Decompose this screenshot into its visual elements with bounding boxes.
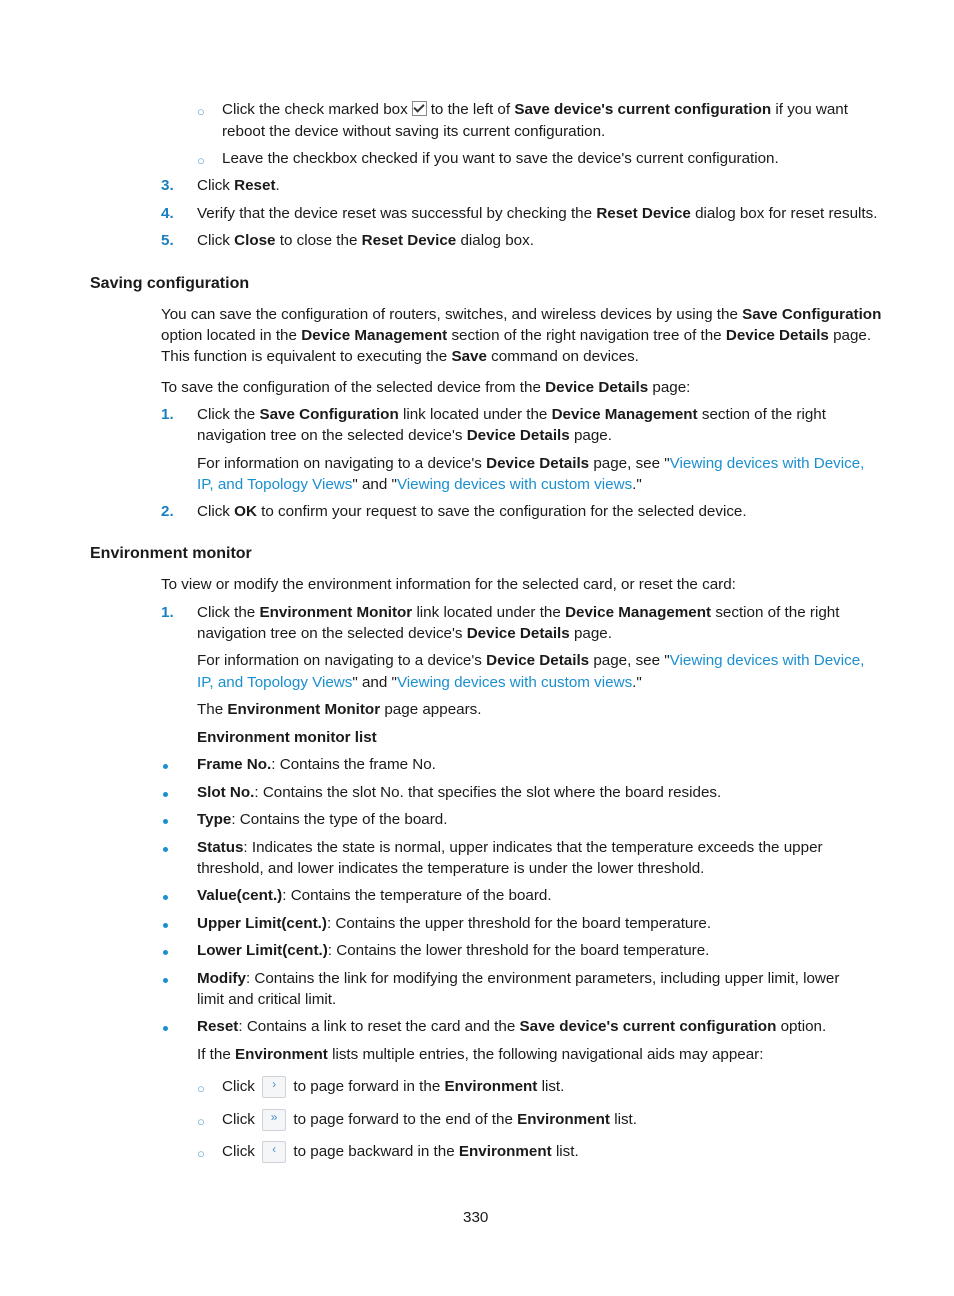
bullet-dot	[163, 923, 168, 928]
link-viewing-devices-custom-views[interactable]: Viewing devices with custom views	[396, 674, 633, 691]
bullet-dot	[163, 764, 168, 769]
saving-info-line1: For information on navigating to a device's Device Details page, see "Viewing devices with Device,	[197, 455, 865, 472]
saving-step-1: Click the Save Configuration link located under the Device Management section of the right	[197, 406, 826, 423]
step-4: Verify that the device reset was successful by checking the Reset Device dialog box for reset results.	[197, 205, 878, 222]
section-heading-environment: Environment monitor	[90, 545, 252, 562]
env-intro: To view or modify the environment information for the selected card, or reset the card:	[161, 576, 736, 593]
saving-step-1-line2: navigation tree on the selected device's Device Details page.	[197, 427, 612, 444]
env-step-1: Click the Environment Monitor link located under the Device Management section of the right	[197, 604, 840, 621]
bullet-item: Modify: Contains the link for modifying the environment parameters, including upper limit, lower	[197, 970, 840, 987]
link-viewing-devices-custom-views[interactable]: Viewing devices with custom views	[396, 476, 633, 493]
sub-item-2: Leave the checkbox checked if you want to save the device's current configuration.	[222, 150, 779, 167]
step-number: 5.	[161, 232, 174, 249]
page-forward-icon[interactable]: ›	[262, 1076, 286, 1098]
bullet-dot	[163, 1026, 168, 1031]
bullet-dot	[163, 978, 168, 983]
link-viewing-devices-device-views[interactable]: Viewing devices with Device,	[669, 652, 865, 669]
sub-bullet: ○	[197, 1146, 205, 1161]
env-list-title: Environment monitor list	[197, 729, 377, 746]
saving-paragraph-line2: option located in the Device Management section of the right navigation tree of the Device Details page.	[161, 327, 872, 344]
sub-bullet: ○	[197, 153, 205, 168]
sub-bullet: ○	[197, 1081, 205, 1096]
step-number: 1.	[161, 604, 174, 621]
sub-bullet: ○	[197, 1114, 205, 1129]
step-number: 3.	[161, 177, 174, 194]
env-nav-intro: If the Environment lists multiple entries, the following navigational aids may appear:	[197, 1046, 764, 1063]
bullet-item: Value(cent.): Contains the temperature of the board.	[197, 887, 552, 904]
link-viewing-devices-device-views-cont[interactable]: IP, and Topology Views	[197, 674, 353, 691]
nav-item-next: Click › to page forward in the Environment list.	[222, 1076, 564, 1098]
sub-bullet: ○	[197, 104, 205, 119]
step-number: 2.	[161, 503, 174, 520]
bullet-item: Type: Contains the type of the board.	[197, 811, 448, 828]
saving-paragraph-line1: You can save the configuration of routers, switches, and wireless devices by using the Save Configuration	[161, 306, 882, 323]
sub-item-1-line2: reboot the device without saving its current configuration.	[222, 123, 606, 140]
saving-info-line2: IP, and Topology Views" and "Viewing devices with custom views."	[197, 476, 642, 493]
env-info-line1: For information on navigating to a device's Device Details page, see "Viewing devices with Device,	[197, 652, 865, 669]
nav-item-prev: Click ‹ to page backward in the Environment list.	[222, 1141, 579, 1163]
step-number: 4.	[161, 205, 174, 222]
bullet-item-line2: limit and critical limit.	[197, 991, 337, 1008]
link-viewing-devices-device-views-cont[interactable]: IP, and Topology Views	[197, 476, 353, 493]
bullet-dot	[163, 895, 168, 900]
page-last-icon[interactable]: »	[262, 1109, 286, 1131]
page-backward-icon[interactable]: ‹	[262, 1141, 286, 1163]
link-viewing-devices-device-views[interactable]: Viewing devices with Device,	[669, 455, 865, 472]
bullet-dot	[163, 792, 168, 797]
bullet-item: Upper Limit(cent.): Contains the upper threshold for the board temperature.	[197, 915, 712, 932]
nav-item-last: Click » to page forward to the end of the Environment list.	[222, 1109, 637, 1131]
bullet-item: Lower Limit(cent.): Contains the lower threshold for the board temperature.	[197, 942, 710, 959]
env-page-appears: The Environment Monitor page appears.	[197, 701, 482, 718]
saving-step-2: Click OK to confirm your request to save the configuration for the selected device.	[197, 503, 747, 520]
bullet-dot	[163, 847, 168, 852]
env-info-line2: IP, and Topology Views" and "Viewing devices with custom views."	[197, 674, 642, 691]
saving-intro: To save the configuration of the selected device from the Device Details page:	[161, 379, 691, 396]
bullet-item: Frame No.: Contains the frame No.	[197, 756, 436, 773]
saving-paragraph-line3: This function is equivalent to executing the Save command on devices.	[161, 348, 639, 365]
step-5: Click Close to close the Reset Device dialog box.	[197, 232, 534, 249]
sub-item-1: Click the check marked box to the left of Save device's current configuration if you want	[222, 101, 848, 118]
env-step-1-line2: navigation tree on the selected device's Device Details page.	[197, 625, 612, 642]
page-number: 330	[463, 1209, 489, 1226]
section-heading-saving: Saving configuration	[90, 275, 250, 292]
step-number: 1.	[161, 406, 174, 423]
checkbox-icon	[412, 101, 427, 116]
bullet-item: Reset: Contains a link to reset the card and the Save device's current configuration option.	[197, 1018, 827, 1035]
bullet-dot	[163, 819, 168, 824]
bullet-item: Status: Indicates the state is normal, upper indicates that the temperature exceeds the upper	[197, 839, 823, 856]
bullet-dot	[163, 950, 168, 955]
bullet-item: Slot No.: Contains the slot No. that specifies the slot where the board resides.	[197, 784, 722, 801]
bullet-item-line2: threshold, and lower indicates the temperature is under the lower threshold.	[197, 860, 705, 877]
step-3: Click Reset.	[197, 177, 280, 194]
